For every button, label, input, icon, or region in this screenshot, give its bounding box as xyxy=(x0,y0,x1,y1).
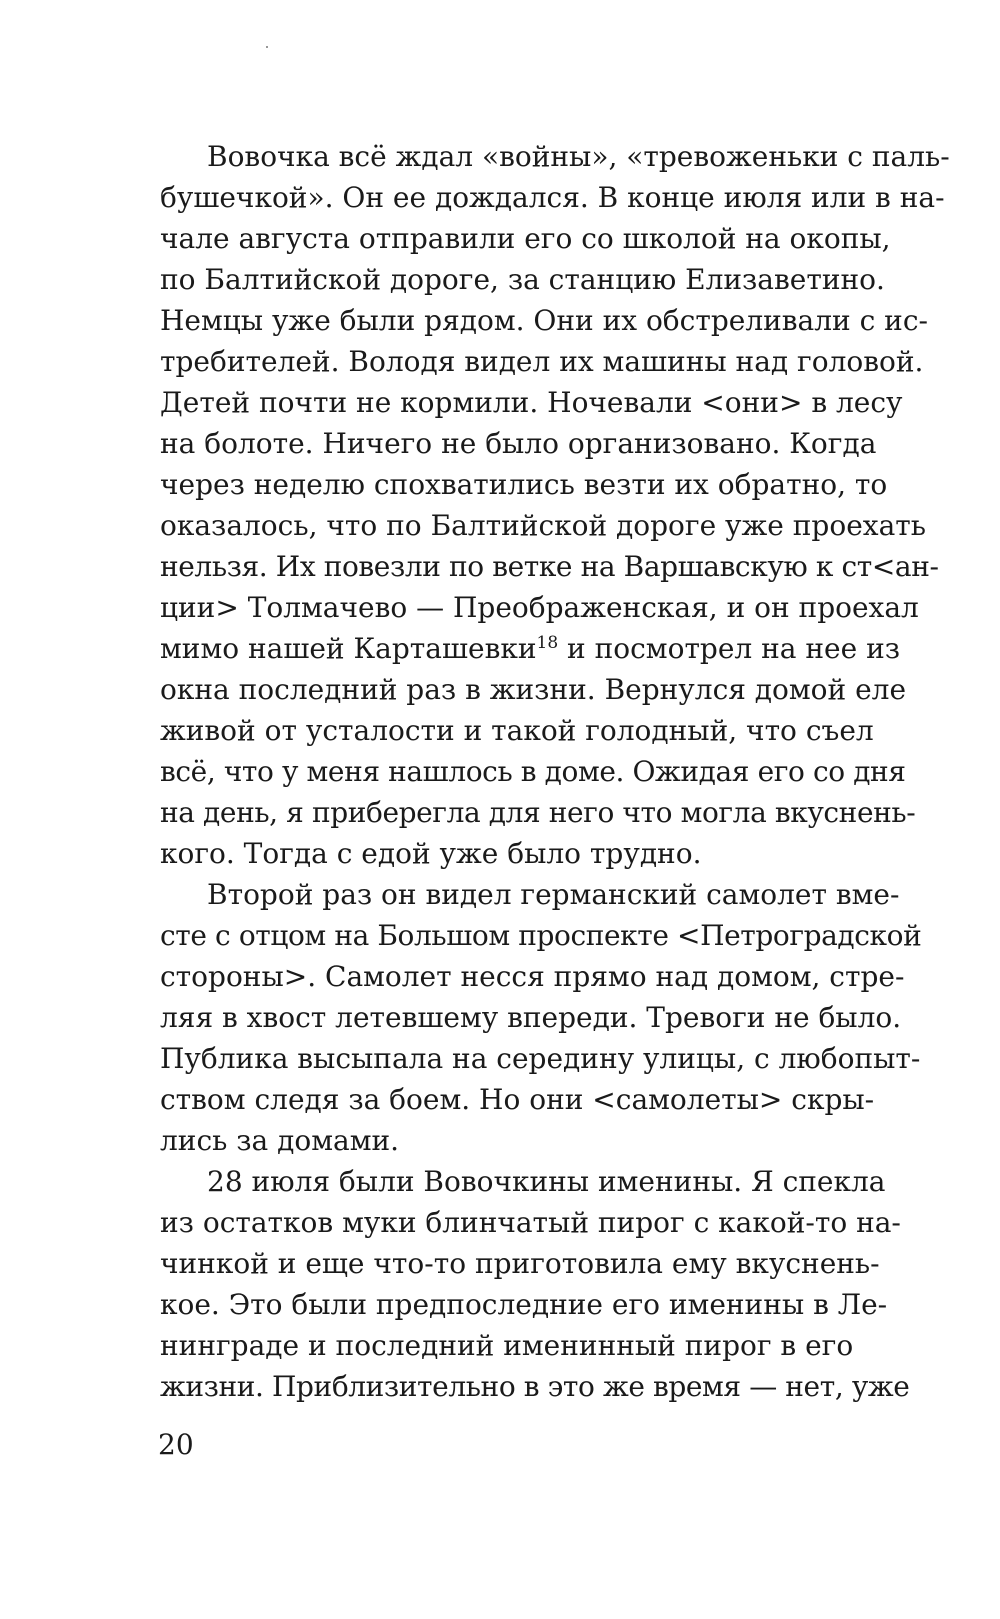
text-line: Публика высыпала на середину улицы, с любопыт- xyxy=(160,1042,921,1075)
text-line: нинграде и последний именинный пирог в его xyxy=(160,1329,854,1362)
text-line: на болоте. Ничего не было организовано. Когда xyxy=(160,427,877,460)
text-line: живой от усталости и такой голодный, что съел xyxy=(160,714,874,747)
text-line: ляя в хвост летевшему впереди. Тревоги не было. xyxy=(160,1001,902,1034)
text-line: нельзя. Их повезли по ветке на Варшавскую к ст<ан- xyxy=(160,550,939,583)
page-number: 20 xyxy=(158,1428,194,1461)
text-line: стороны>. Самолет несся прямо над домом, стре- xyxy=(160,960,905,993)
text-segment: мимо нашей Карташевки xyxy=(160,632,537,665)
text-line: сте с отцом на Большом проспекте <Петроградской xyxy=(160,919,922,952)
text-line: Второй раз он видел германский самолет вме- xyxy=(207,878,900,911)
text-line: лись за домами. xyxy=(160,1124,400,1157)
text-line: Немцы уже были рядом. Они их обстреливали с ис- xyxy=(160,304,928,337)
paragraph-3 xyxy=(160,1161,910,1407)
text-line: жизни. Приблизительно в это же время — нет, уже xyxy=(160,1370,910,1403)
body-text xyxy=(160,136,950,1407)
text-line: окна последний раз в жизни. Вернулся домой еле xyxy=(160,673,907,706)
paragraph-1 xyxy=(160,136,950,874)
text-line: оказалось, что по Балтийской дороге уже проехать xyxy=(160,509,926,542)
text-line: требителей. Володя видел их машины над головой. xyxy=(160,345,924,378)
text-line: по Балтийской дороге, за станцию Елизаветино. xyxy=(160,263,885,296)
text-line: кого. Тогда с едой уже было трудно. xyxy=(160,837,702,870)
text-line: 28 июля были Вовочкины именины. Я спекла xyxy=(207,1165,886,1198)
text-segment: и посмотрел на нее из xyxy=(558,632,901,665)
text-line: всё, что у меня нашлось в доме. Ожидая его со дня xyxy=(160,755,906,788)
footnote-reference[interactable]: 18 xyxy=(536,633,559,653)
text-line: ством следя за боем. Но они <самолеты> скры- xyxy=(160,1083,875,1116)
text-line: бушечкой». Он ее дождался. В конце июля или в на- xyxy=(160,181,945,214)
paragraph-2 xyxy=(160,874,922,1161)
text-line-with-footnote xyxy=(160,628,901,669)
text-line: Детей почти не кормили. Ночевали <они> в лесу xyxy=(160,386,903,419)
text-line: Вовочка всё ждал «войны», «тревоженьки с паль- xyxy=(207,140,950,173)
text-line: ции> Толмачево — Преображенская, и он проехал xyxy=(160,591,919,624)
text-line: кое. Это были предпоследние его именины в Ле- xyxy=(160,1288,888,1321)
text-line: через неделю спохватились везти их обратно, то xyxy=(160,468,888,501)
text-line: чале августа отправили его со школой на окопы, xyxy=(160,222,891,255)
text-line: чинкой и еще что-то приготовила ему вкуснень- xyxy=(160,1247,880,1280)
text-line: на день, я приберегла для него что могла вкуснень- xyxy=(160,796,916,829)
scan-speck xyxy=(266,46,268,48)
text-line: из остатков муки блинчатый пирог с какой-то на- xyxy=(160,1206,901,1239)
